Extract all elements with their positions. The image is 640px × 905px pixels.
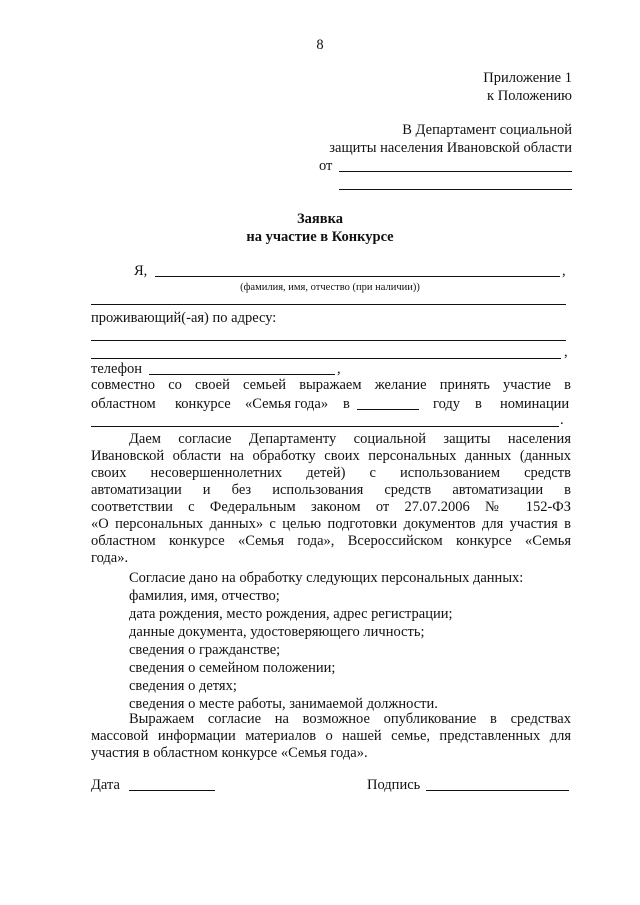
nomination-period: . (560, 412, 564, 428)
recipient-line-1: В Департамент социальной (402, 122, 572, 138)
date-label: Дата (91, 777, 120, 793)
data-list-item: сведения о детях; (129, 678, 237, 694)
desire-line-1: совместно со своей семьей выражаем желание принять участие в (91, 377, 571, 393)
data-list-item: сведения о гражданстве; (129, 642, 281, 658)
address-comma: , (564, 344, 568, 360)
data-list-item: сведения о месте работы, занимаемой должности. (129, 696, 438, 712)
consent-line-1: Даем согласие Департаменту социальной защиты населения (129, 431, 571, 447)
application-form-page: 8 Приложение 1 к Положению В Департамент социальной защиты населения Ивановской области от Заявка на участие в Конкурсе Я, , (фамилия, имя, отчество (при наличии)) проживающий(-ая) по адресу: , телефон , совместно со своей семьей выражаем желание принять участие в областном конкурсе «Семья года» в году в номинации . Даем согласие Департаменту социальной защиты населения Ивановской области на обработку своих персональных данных (данных своих несовершеннолетних детей) с использованием средств автоматизации и без использования средств автоматизации в соответствии с Федеральным законом от 27.07.2006 № 152-ФЗ «О персональных данных» с целью подготовки документов для участия в областном конкурсе «Семья года», Всероссийском конкурсе «Семья года». Согласие дано на обработку следующих персональных данных: фамилия, имя, отчество; дата рождения, место рождения, адрес регистрации; данные документа, удостоверяющего личность; сведения о гражданстве; сведения о семейном положении; сведения о детях; сведения о месте работы, занимаемой должности. Выражаем согласие на возможное опубликование в средствах массовой информации материалов о нашей семье, представленных для участия в областном конкурсе «Семья года». Дата Подпись (91, 37, 572, 793)
signature-field[interactable] (426, 790, 569, 791)
page-number: 8 (316, 37, 324, 53)
fio-field[interactable] (155, 276, 560, 277)
data-list-intro: Согласие дано на обработку следующих персональных данных: (129, 570, 524, 586)
recipient-line-2: защиты населения Ивановской области (329, 140, 572, 156)
publication-line-1: Выражаем согласие на возможное опубликование в средствах (129, 711, 571, 727)
consent-line-3: своих несовершеннолетних детей) с использованием средств (91, 465, 571, 481)
recipient-from-field[interactable] (339, 171, 572, 172)
phone-label: телефон (91, 361, 143, 377)
consent-line-5: соответствии с Федеральным законом от 27.07.2006 № 152-ФЗ (91, 499, 571, 515)
year-field[interactable] (357, 409, 419, 410)
data-list-item: сведения о семейном положении; (129, 660, 336, 676)
fio-hint: (фамилия, имя, отчество (при наличии)) (240, 282, 420, 293)
address-label: проживающий(-ая) по адресу: (91, 310, 277, 326)
title-line-2: на участие в Конкурсе (246, 229, 394, 245)
recipient-from-field-2[interactable] (339, 189, 572, 190)
consent-line-2: Ивановской области на обработку своих персональных данных (данных (91, 448, 571, 464)
consent-line-7: областном конкурсе «Семья года», Всероссийском конкурсе «Семья (91, 533, 571, 549)
recipient-from-label: от (319, 158, 333, 174)
address-field-1[interactable] (91, 340, 566, 341)
publication-line-2: массовой информации материалов о нашей семье, представленных для (91, 728, 571, 744)
title-line-1: Заявка (297, 211, 343, 227)
phone-comma: , (337, 361, 341, 377)
publication-line-3: участия в областном конкурсе «Семья года». (91, 745, 368, 761)
data-list-item: данные документа, удостоверяющего личность; (129, 624, 425, 640)
appendix-line-2: к Положению (487, 88, 572, 104)
fio-field-2[interactable] (91, 304, 566, 305)
phone-field[interactable] (149, 374, 335, 375)
appendix-line-1: Приложение 1 (483, 70, 572, 86)
nomination-field[interactable] (91, 426, 559, 427)
date-field[interactable] (129, 790, 215, 791)
address-field-2[interactable] (91, 358, 561, 359)
consent-line-4: автоматизации и без использования средств автоматизации в (91, 482, 571, 498)
data-list-item: дата рождения, место рождения, адрес регистрации; (129, 606, 453, 622)
signature-label: Подпись (367, 777, 421, 793)
applicant-i-label: Я, (134, 263, 148, 279)
fio-comma: , (562, 263, 566, 279)
consent-line-6: «О персональных данных» с целью подготовки документов для участия в (91, 516, 571, 532)
consent-line-8: года». (91, 550, 129, 566)
data-list-item: фамилия, имя, отчество; (129, 588, 280, 604)
